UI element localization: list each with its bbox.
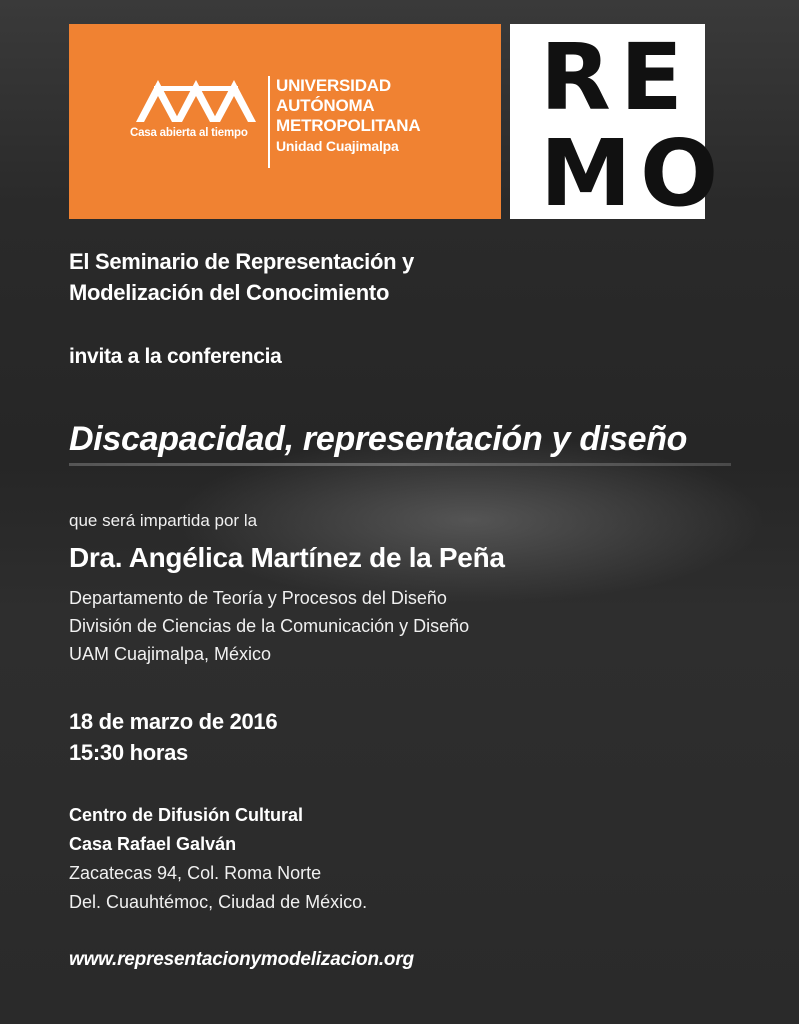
speaker-intro: que será impartida por la <box>69 511 258 530</box>
remo-letter-r: R <box>540 24 611 131</box>
affiliation-line: Departamento de Teoría y Procesos del Diseño <box>69 588 447 608</box>
logo-tagline: Casa abierta al tiempo <box>130 127 248 139</box>
university-unit: Unidad Cuajimalpa <box>276 138 399 154</box>
university-line-3: METROPOLITANA <box>276 116 421 135</box>
event-schedule <box>69 706 277 768</box>
seminar-name <box>69 246 414 308</box>
university-name <box>276 76 420 156</box>
seminar-line-1: El Seminario de Representación y <box>69 249 414 274</box>
remo-letter-m: M <box>540 120 632 227</box>
event-time: 15:30 horas <box>69 740 188 765</box>
logo-divider <box>268 76 270 168</box>
seminar-line-2: Modelización del Conocimiento <box>69 280 390 305</box>
university-line-2: AUTÓNOMA <box>276 96 375 115</box>
remo-letter-o: O <box>640 120 719 227</box>
affiliation-line: UAM Cuajimalpa, México <box>69 644 272 664</box>
remo-logo <box>510 24 719 227</box>
uam-logo-icon <box>136 80 256 122</box>
title-divider <box>69 463 731 466</box>
event-date: 18 de marzo de 2016 <box>69 709 278 734</box>
remo-letter-e: E <box>620 24 683 131</box>
invitation-text: invita a la conferencia <box>69 345 282 368</box>
affiliation-line: División de Ciencias de la Comunicación y Diseño <box>69 616 470 636</box>
university-line-1: UNIVERSIDAD <box>276 76 391 95</box>
venue-name-2: Casa Rafael Galván <box>69 834 237 854</box>
website-link[interactable]: www.representacionymodelizacion.org <box>69 949 414 970</box>
speaker-name: Dra. Angélica Martínez de la Peña <box>69 542 505 573</box>
venue-address-1: Zacatecas 94, Col. Roma Norte <box>69 863 322 883</box>
venue-name-1: Centro de Difusión Cultural <box>69 805 303 825</box>
venue-address-2: Del. Cuauhtémoc, Ciudad de México. <box>69 892 368 912</box>
conference-title: Discapacidad, representación y diseño <box>69 420 688 458</box>
event-venue <box>69 801 367 917</box>
speaker-affiliations <box>69 584 469 668</box>
